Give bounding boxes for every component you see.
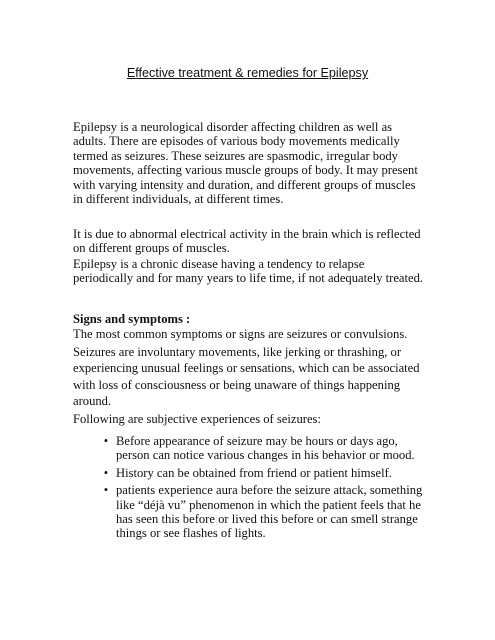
bullet-icon: • [103,434,109,448]
list-item [73,466,425,480]
list-item [73,434,425,463]
paragraph-cause: It is due to abnormal electrical activity in the brain which is reflected on different groups of muscles. [73,227,421,256]
paragraph-subjective-intro: Following are subjective experiences of seizures: [73,412,321,427]
list-item-text: patients experience aura before the seizure attack, something like “déjà vu” phenomenon in which the patient feels that he has seen this before or lived this before or can smell strange things or see flashes of lights. [116,483,423,541]
paragraph-intro: Epilepsy is a neurological disorder affecting children as well as adults. There are episodes of various body movements medically termed as seizures. These seizures are spasmodic, irregular body movements, affecting various muscle groups of body. It may present with varying intensity and duration, and different groups of muscles in different individuals, at different times. [73,120,418,207]
list-item-text: Before appearance of seizure may be hours or days ago, person can notice various changes in his behavior or mood. [116,434,415,463]
document-title: Effective treatment & remedies for Epilepsy [126,66,369,80]
paragraph-common-symptoms: The most common symptoms or signs are seizures or convulsions. [73,327,408,341]
symptom-bullet-list [73,434,425,544]
paragraph-chronic: Epilepsy is a chronic disease having a tendency to relapse periodically and for many years to life time, if not adequately treated. [73,257,424,286]
list-item [73,483,425,541]
section-signs-body [73,326,425,429]
list-item-text: History can be obtained from friend or patient himself. [116,465,392,480]
paragraph-seizure-description: Seizures are involuntary movements, like jerking or thrashing, or experiencing unusual feelings or sensations, which can be associated with loss of consciousness or being unaware of things happening around. [73,345,420,408]
bullet-icon: • [103,465,109,480]
bullet-icon: • [103,483,109,498]
section-heading-signs: Signs and symptoms : [73,312,191,326]
